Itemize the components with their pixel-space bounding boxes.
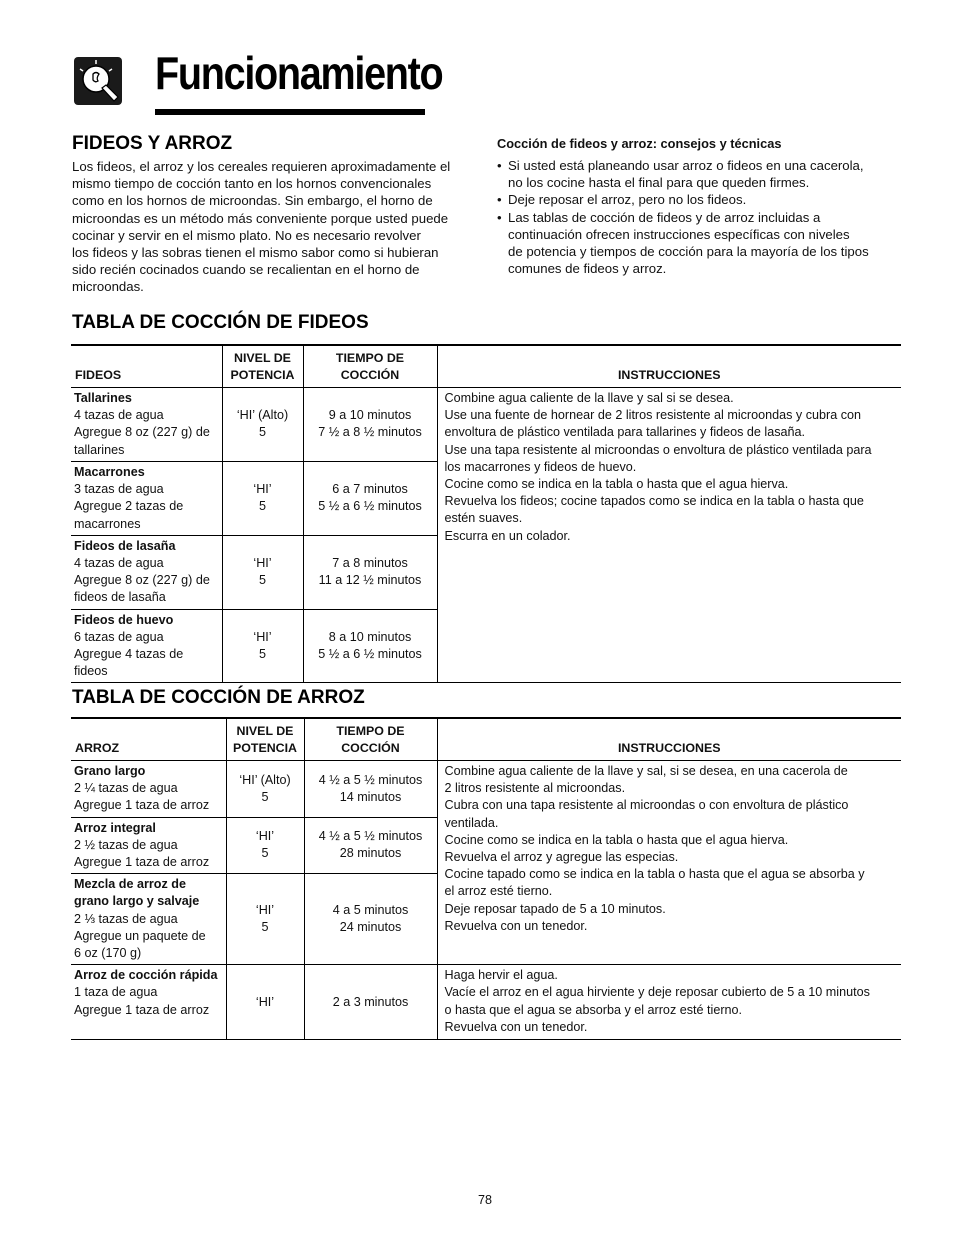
table-header-row <box>71 718 901 761</box>
table-header-row <box>71 345 901 388</box>
time-cell: 4 ½ a 5 ½ minutos 28 minutos <box>304 817 437 874</box>
table-row <box>71 388 901 462</box>
intro-line: como en los hornos de microondas. Sin embargo, el horno de <box>72 193 433 209</box>
table-row <box>71 965 901 1040</box>
time-cell: 4 ½ a 5 ½ minutos 14 minutos <box>304 761 437 818</box>
item-name: Arroz integral <box>74 820 156 835</box>
item-cell: Arroz de cocción rápida 1 taza de agua Agregue 1 taza de arroz <box>71 965 226 1040</box>
item-cell: Fideos de lasaña 4 tazas de agua Agregue 8 oz (227 g) de fideos de lasaña <box>71 535 222 609</box>
tip-line: no los cocine hasta el final para que queden firmes. <box>508 175 810 191</box>
column-header-instructions: INSTRUCCIONES <box>437 345 901 388</box>
item-name: Fideos de huevo <box>74 612 174 627</box>
bullet: • <box>497 158 502 173</box>
time-cell: 7 a 8 minutos 11 a 12 ½ minutos <box>303 535 437 609</box>
title-underline <box>155 109 425 115</box>
item-name: Mezcla de arroz de grano largo y salvaje <box>74 877 200 909</box>
column-header-fideos: FIDEOS <box>71 345 222 388</box>
time-cell: 9 a 10 minutos 7 ½ a 8 ½ minutos <box>303 388 437 462</box>
tips-heading: Cocción de fideos y arroz: consejos y técnicas <box>497 136 782 151</box>
column-header-time: TIEMPO DE COCCIÓN <box>304 718 437 761</box>
power-cell: ‘HI’ <box>226 965 304 1040</box>
item-name: Fideos de lasaña <box>74 538 176 553</box>
page-number: 78 <box>478 1193 493 1207</box>
tip-item <box>497 209 907 278</box>
time-cell: 4 a 5 minutos 24 minutos <box>304 874 437 965</box>
intro-line: los fideos y las sobras tienen el mismo sabor como si hubieran <box>72 245 439 261</box>
power-cell: ‘HI’ 5 <box>226 874 304 965</box>
page-title: Funcionamiento <box>155 47 443 99</box>
column-header-time: TIEMPO DE COCCIÓN <box>303 345 437 388</box>
item-name: Arroz de cocción rápida <box>74 968 218 983</box>
intro-line: Los fideos, el arroz y los cereales requieren aproximadamente el <box>72 159 451 174</box>
instructions-cell: Combine agua caliente de la llave y sal si se desea. Use una fuente de hornear de 2 litros resistente al microondas y cubra con envoltura de plástico ventilada para tallarines y fideos de lasaña. Use una tapa resistente al microondas o envoltura de plástico ventilada para los macarrones y fideos de huevo. Cocine como se indica en la tabla o hasta que el agua hierva. Revuelva los fideos; cocine tapados como se indica en la tabla o hasta que estén suaves. Escurra en un colador. <box>437 388 901 683</box>
time-cell: 6 a 7 minutos 5 ½ a 6 ½ minutos <box>303 462 437 536</box>
intro-line: sido recién cocinados cuando se recalientan en el horno de <box>72 262 420 278</box>
power-cell: ‘HI’ 5 <box>222 462 303 536</box>
item-cell: Mezcla de arroz de grano largo y salvaje 2 ⅓ tazas de agua Agregue un paquete de 6 oz (170 g) <box>71 874 226 965</box>
instructions-cell: Haga hervir el agua. Vacíe el arroz en el agua hirviente y deje reposar cubierto de 5 a 10 minutos o hasta que el agua se absorba y el arroz esté tierno. Revuelva con un tenedor. <box>437 965 901 1040</box>
power-cell: ‘HI’ 5 <box>222 535 303 609</box>
power-cell: ‘HI’ 5 <box>226 817 304 874</box>
tip-line: Las tablas de cocción de fideos y de arroz incluidas a <box>508 209 821 225</box>
intro-paragraph <box>72 158 482 296</box>
tip-line: continuación ofrecen instrucciones específicas con niveles <box>508 226 850 242</box>
arroz-table-heading: TABLA DE COCCIÓN DE ARROZ <box>72 687 365 708</box>
intro-line: microondas es un método más conveniente porque usted puede <box>72 210 449 226</box>
column-header-power: NIVEL DE POTENCIA <box>222 345 303 388</box>
tip-item <box>497 191 907 208</box>
power-cell: ‘HI’ (Alto) 5 <box>226 761 304 818</box>
time-cell: 8 a 10 minutos 5 ½ a 6 ½ minutos <box>303 609 437 683</box>
bullet: • <box>497 209 502 225</box>
bullet: • <box>497 192 502 208</box>
intro-line: mismo tiempo de cocción tanto en los hornos convencionales <box>72 176 432 192</box>
power-cell: ‘HI’ (Alto) 5 <box>222 388 303 462</box>
item-cell: Macarrones 3 tazas de agua Agregue 2 tazas de macarrones <box>71 462 222 536</box>
column-header-instructions: INSTRUCCIONES <box>437 718 901 761</box>
arroz-cooking-table <box>71 717 901 1040</box>
column-header-power: NIVEL DE POTENCIA <box>226 718 304 761</box>
item-cell: Grano largo 2 ¼ tazas de agua Agregue 1 taza de arroz <box>71 761 226 818</box>
item-cell: Tallarines 4 tazas de agua Agregue 8 oz (227 g) de tallarines <box>71 388 222 462</box>
fideos-table-heading: TABLA DE COCCIÓN DE FIDEOS <box>72 312 369 333</box>
column-header-arroz: ARROZ <box>71 718 226 761</box>
lightbulb-icon <box>72 55 124 107</box>
table-row <box>71 761 901 818</box>
tip-line: Deje reposar el arroz, pero no los fideos. <box>508 192 747 208</box>
item-cell: Fideos de huevo 6 tazas de agua Agregue 4 tazas de fideos <box>71 609 222 683</box>
section-heading-fideos-arroz: FIDEOS Y ARROZ <box>72 133 233 154</box>
fideos-cooking-table <box>71 344 901 683</box>
tip-line: de potencia y tiempos de cocción para la mayoría de los tipos <box>508 244 869 260</box>
instructions-cell: Combine agua caliente de la llave y sal, si se desea, en una cacerola de 2 litros resistente al microondas. Cubra con una tapa resistente al microondas o con envoltura de plástico ventilada. Cocine como se indica en la tabla o hasta que el agua hierva. Revuelva el arroz y agregue las especias. Cocine tapado como se indica en la tabla o hasta que el agua se absorba y el arroz esté tierno. Deje reposar tapado de 5 a 10 minutos. Revuelva con un tenedor. <box>437 761 901 965</box>
time-cell: 2 a 3 minutos <box>304 965 437 1040</box>
power-cell: ‘HI’ 5 <box>222 609 303 683</box>
intro-line: microondas. <box>72 279 144 295</box>
item-name: Grano largo <box>74 764 146 778</box>
item-cell: Arroz integral 2 ½ tazas de agua Agregue 1 taza de arroz <box>71 817 226 874</box>
tip-line: Si usted está planeando usar arroz o fideos en una cacerola, <box>508 158 864 173</box>
item-name: Tallarines <box>74 391 132 405</box>
tip-item <box>497 157 907 191</box>
tip-line: comunes de fideos y arroz. <box>508 261 667 277</box>
tips-list <box>497 157 907 277</box>
intro-line: cocinar y servir en el mismo plato. No es necesario revolver <box>72 227 421 243</box>
item-name: Macarrones <box>74 465 145 479</box>
